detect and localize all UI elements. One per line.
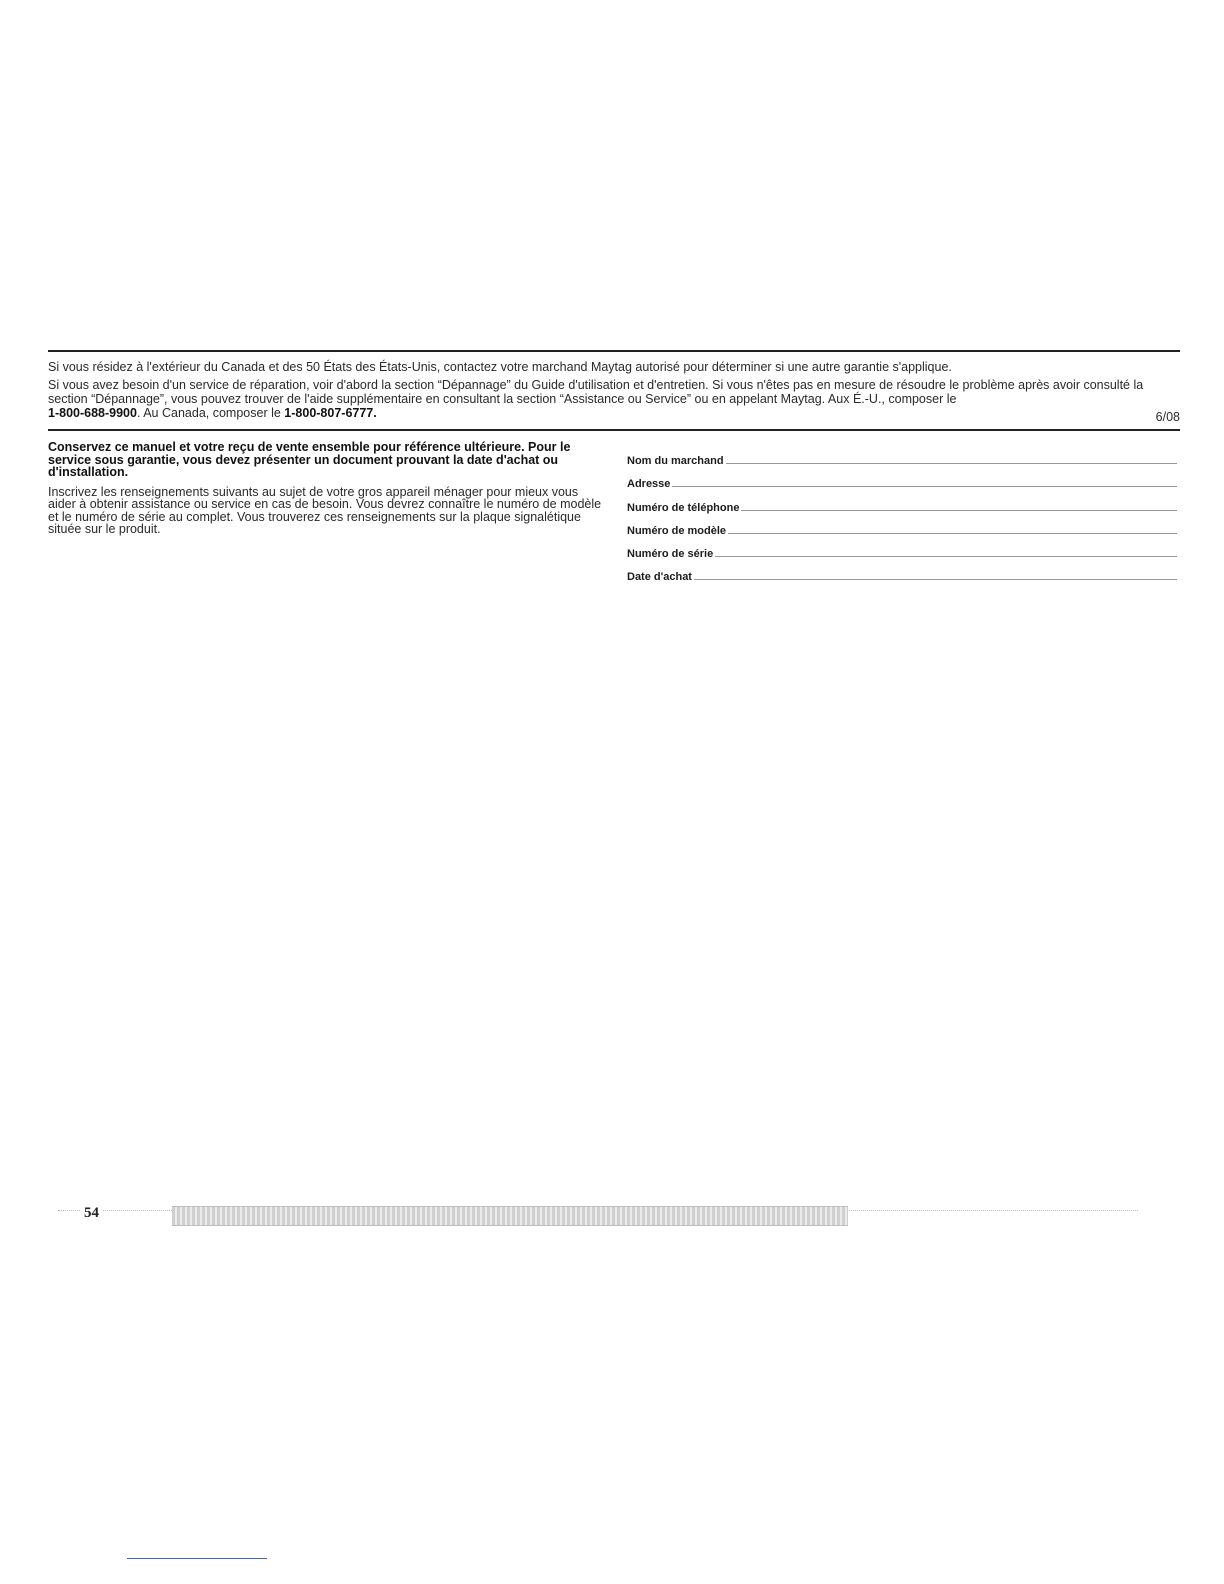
version-code: 6/08 [1155,410,1180,424]
dealer-name-field [627,444,1177,467]
fill-in-line [694,579,1177,580]
us-phone-number: 1-800-688-9900 [48,406,137,420]
fill-in-line [715,556,1177,557]
fill-in-line [672,486,1177,487]
fill-in-line [726,463,1177,464]
field-label: Numéro de téléphone [627,501,740,514]
field-label: Nom du marchand [627,455,724,468]
field-label: Numéro de série [627,547,714,560]
page-number: 54 [81,1205,102,1222]
record-instructions: Inscrivez les renseignements suivants au sujet de votre gros appareil ménager pour mieux vous aider à obtenir assistance ou service en cas de besoin. Vous devrez connaître le numéro de modèle et le numéro de série au complet. Vous trouverez ces renseignements sur la plaque signalétique située sur le produit. [48,484,602,536]
middle-rule [48,429,1180,431]
field-label: Adresse [627,478,671,491]
outside-canada-note: Si vous résidez à l'extérieur du Canada et des 50 États des États-Unis, contactez votre marchand Maytag autorisé pour déterminer si une autre garantie s'applique. [48,360,952,374]
records-intro [48,441,603,536]
canada-phone-number: 1-800-807-6777. [284,406,377,420]
service-text: Si vous avez besoin d'un service de réparation, voir d'abord la section “Dépannage” du Guide d'utilisation et d'entretien. Si vous n'êtes pas en mesure de résoudre le problème après avoir consulté la section “Dépannage”, vous pouvez trouver de l'aide supplémentaire en consultant la section “Assistance ou Service” ou en appelant Maytag. Aux É.-U., composer le [48,378,1144,406]
field-label: Date d'achat [627,571,692,584]
top-rule [48,350,1180,352]
warranty-section [48,360,1180,424]
address-field [627,467,1177,490]
keep-manual-notice: Conservez ce manuel et votre reçu de vente ensemble pour référence ultérieure. Pour le service sous garantie, vous devez présenter un document prouvant la date d'achat ou d'installation. [48,440,571,479]
footer-bar [172,1206,848,1226]
field-label: Numéro de modèle [627,524,727,537]
model-number-field [627,514,1177,537]
bottom-link-line [127,1558,267,1559]
service-instructions [48,378,1180,420]
serial-number-field [627,537,1177,560]
fill-in-line [741,510,1177,511]
fill-in-line [728,533,1177,534]
record-form [627,444,1177,583]
purchase-date-field [627,560,1177,583]
phone-field [627,490,1177,513]
canada-text: . Au Canada, composer le [136,406,281,420]
